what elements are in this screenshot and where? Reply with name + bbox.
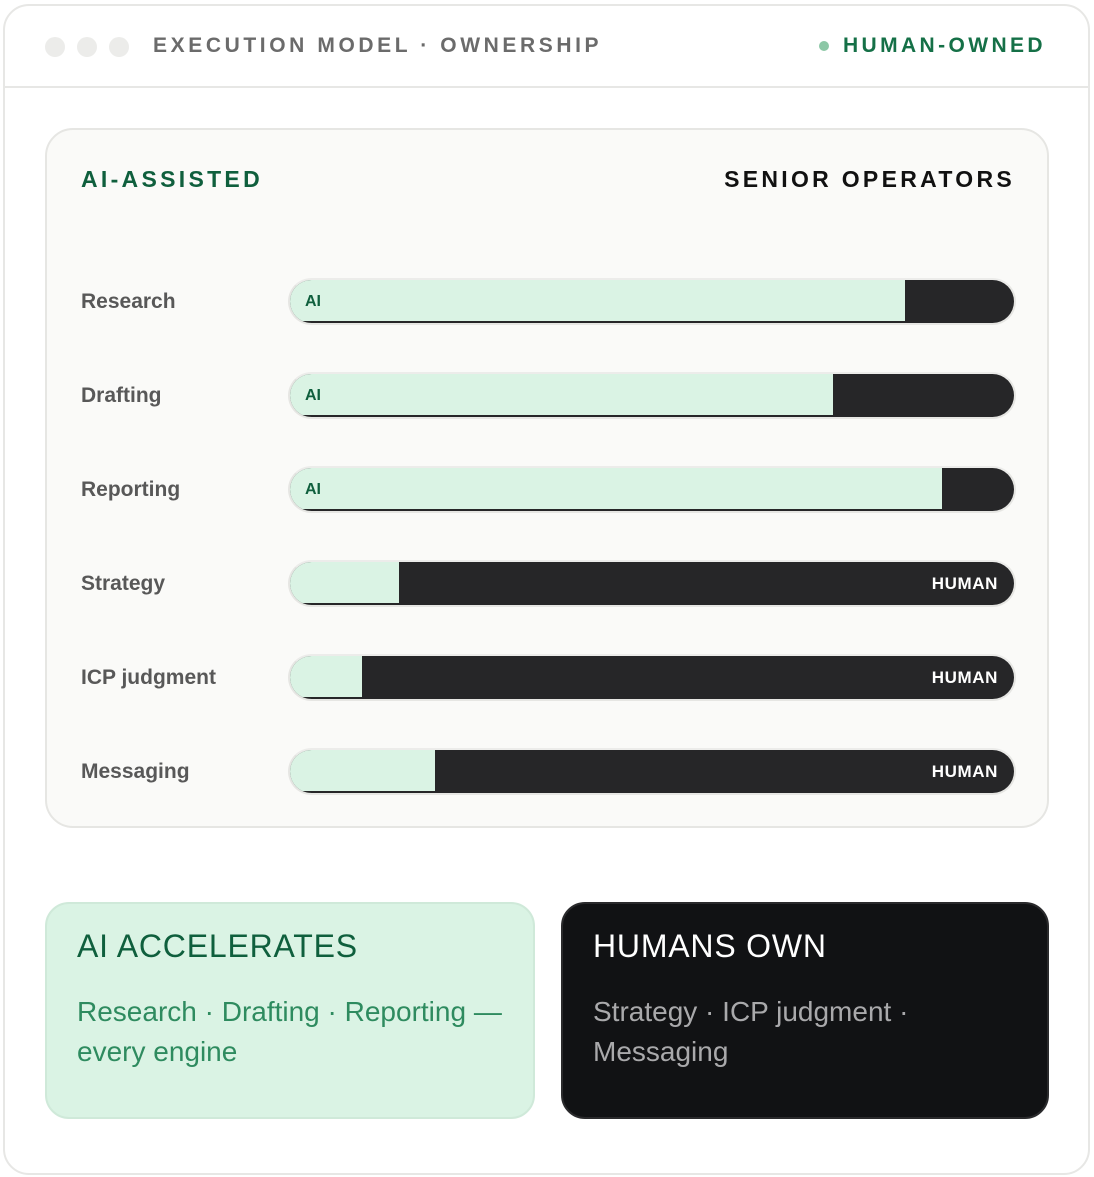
ai-share-fill — [290, 468, 942, 511]
ai-tag: AI — [305, 481, 321, 498]
human-tag: HUMAN — [931, 762, 998, 781]
ownership-row — [47, 372, 1047, 420]
ownership-row — [47, 560, 1047, 608]
ownership-bar — [288, 748, 1016, 795]
ai-share-fill — [290, 374, 833, 417]
row-label: Research — [81, 290, 176, 313]
status-label: HUMAN-OWNED — [842, 34, 1046, 57]
row-label: Messaging — [81, 760, 190, 783]
ownership-panel — [45, 128, 1049, 828]
window-dot-maximize[interactable] — [109, 37, 129, 57]
row-label: Strategy — [81, 572, 166, 595]
status-dot-icon — [819, 41, 829, 51]
window — [3, 4, 1090, 1175]
ownership-row — [47, 278, 1047, 326]
ownership-row — [47, 466, 1047, 514]
ownership-row — [47, 654, 1047, 702]
ownership-bar — [288, 278, 1016, 325]
ai-tag: AI — [305, 387, 321, 404]
ownership-bar — [288, 560, 1016, 607]
ai-card-body: Research · Drafting · Reporting — every engine — [77, 996, 502, 1067]
human-card-title: HUMANS OWN — [593, 928, 827, 964]
title-bar — [5, 6, 1088, 88]
panel-header-ai: AI-ASSISTED — [81, 166, 263, 192]
ai-card — [45, 902, 535, 1119]
ai-share-fill — [290, 750, 435, 793]
ownership-bar — [288, 372, 1016, 419]
row-label: Reporting — [81, 478, 181, 501]
ai-card-title: AI ACCELERATES — [77, 928, 358, 964]
window-dot-close[interactable] — [45, 37, 65, 57]
ownership-bar — [288, 654, 1016, 701]
panel-header-human: SENIOR OPERATORS — [724, 166, 1015, 192]
row-label: Drafting — [81, 384, 162, 407]
ai-share-fill — [290, 656, 362, 699]
ai-share-fill — [290, 280, 905, 323]
ai-share-fill — [290, 562, 399, 605]
ownership-bar — [288, 466, 1016, 513]
window-dot-minimize[interactable] — [77, 37, 97, 57]
human-tag: HUMAN — [931, 574, 998, 593]
human-tag: HUMAN — [931, 668, 998, 687]
ai-tag: AI — [305, 293, 321, 310]
ownership-row — [47, 748, 1047, 796]
human-card — [561, 902, 1049, 1119]
status-indicator — [819, 34, 1046, 58]
window-title: EXECUTION MODEL · OWNERSHIP — [153, 34, 603, 57]
human-card-body: Strategy · ICP judgment · Messaging — [593, 996, 909, 1067]
row-label: ICP judgment — [81, 666, 216, 689]
